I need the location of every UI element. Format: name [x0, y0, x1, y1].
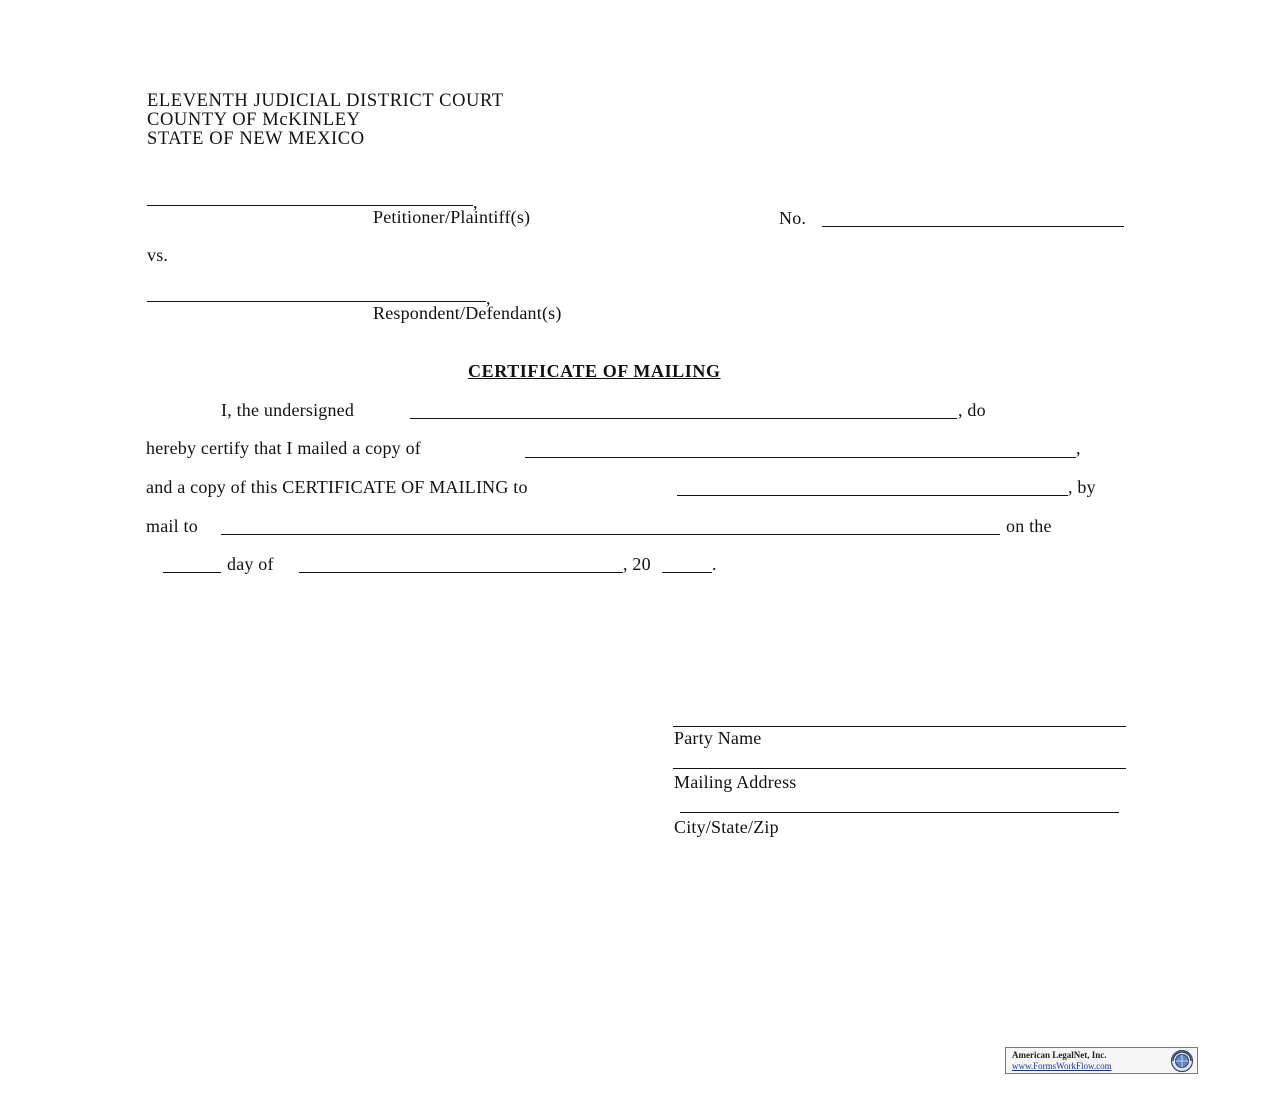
- undersigned-suffix: , do: [958, 400, 986, 420]
- party-name-field[interactable]: [673, 726, 1126, 727]
- mailing-address-signature-field[interactable]: [673, 768, 1126, 769]
- city-state-zip-field[interactable]: [680, 812, 1119, 813]
- versus-label: vs.: [147, 245, 169, 265]
- on-the-text: on the: [1006, 516, 1052, 536]
- mail-to-text: mail to: [146, 516, 198, 536]
- day-field[interactable]: [163, 572, 221, 573]
- copy-to-suffix: , by: [1068, 477, 1096, 497]
- document-title: CERTIFICATE OF MAILING: [468, 361, 721, 381]
- county-name: COUNTY OF McKINLEY: [147, 110, 361, 130]
- footer-logo[interactable]: [1005, 1047, 1198, 1074]
- case-number-field[interactable]: [822, 226, 1124, 227]
- undersigned-name-field[interactable]: [410, 418, 957, 419]
- respondent-label: Respondent/Defendant(s): [373, 303, 562, 323]
- year-field[interactable]: [662, 572, 712, 573]
- case-number-label: No.: [779, 208, 807, 228]
- mailing-address-label: Mailing Address: [674, 772, 797, 792]
- mailing-address-field[interactable]: [221, 534, 1000, 535]
- court-name: ELEVENTH JUDICIAL DISTRICT COURT: [147, 91, 504, 111]
- copy-to-text: and a copy of this CERTIFICATE OF MAILING to: [146, 477, 528, 497]
- petitioner-comma: ,: [473, 192, 478, 212]
- party-name-label: Party Name: [674, 728, 762, 748]
- footer-company-name: American LegalNet, Inc.: [1012, 1050, 1107, 1060]
- document-mailed-field[interactable]: [525, 457, 1076, 458]
- globe-logo-icon: [1170, 1049, 1194, 1073]
- undersigned-text: I, the undersigned: [221, 400, 355, 420]
- state-name: STATE OF NEW MEXICO: [147, 129, 365, 149]
- recipient-name-field[interactable]: [677, 495, 1068, 496]
- petitioner-name-field[interactable]: [147, 205, 473, 206]
- respondent-name-field[interactable]: [147, 301, 486, 302]
- respondent-comma: ,: [486, 288, 491, 308]
- date-period: .: [712, 554, 717, 574]
- certify-text: hereby certify that I mailed a copy of: [146, 438, 421, 458]
- footer-link[interactable]: www.FormsWorkFlow.com: [1012, 1061, 1112, 1071]
- day-of-text: day of: [227, 554, 274, 574]
- year-prefix-text: , 20: [623, 554, 651, 574]
- petitioner-label: Petitioner/Plaintiff(s): [373, 207, 531, 227]
- month-field[interactable]: [299, 572, 623, 573]
- city-state-zip-label: City/State/Zip: [674, 817, 779, 837]
- certify-suffix: ,: [1076, 438, 1081, 458]
